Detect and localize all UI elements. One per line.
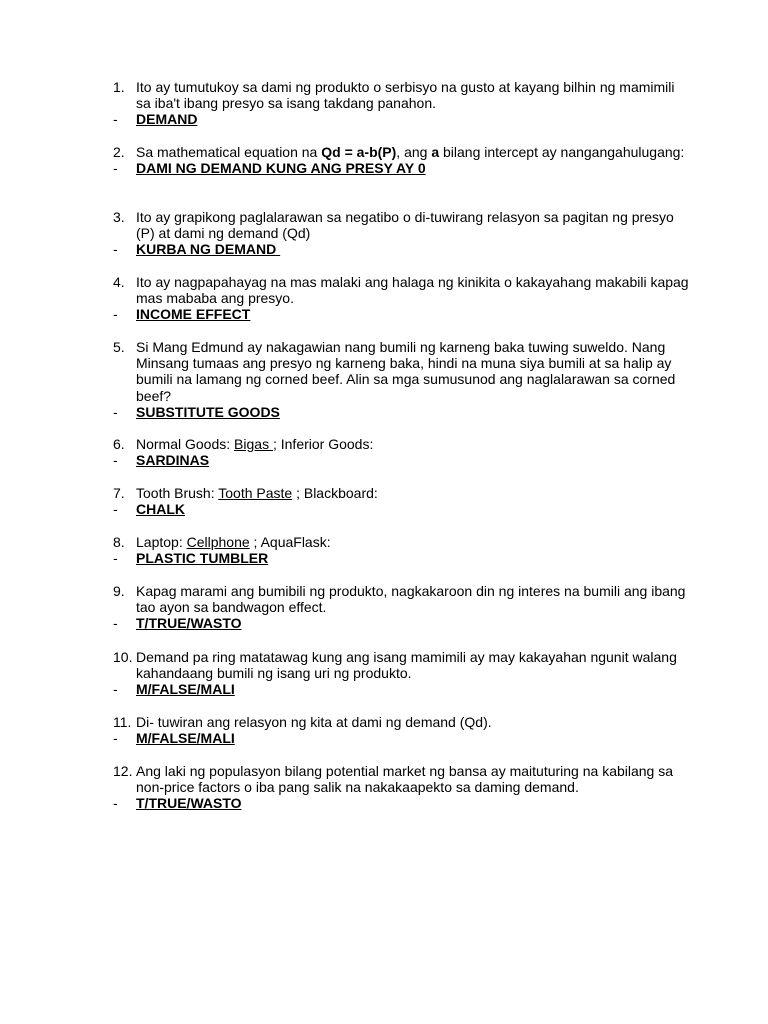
item-number: 12. (113, 763, 133, 779)
underlined-example: Cellphone (186, 534, 250, 550)
dash-bullet: - (113, 681, 118, 698)
question-text-part: Sa mathematical equation na (136, 144, 322, 160)
question-text: Ito ay grapikong paglalarawan sa negatibo o di-tuwirang relasyon sa pagitan ng presyo (P) at dami ng demand (Qd) (136, 209, 674, 242)
answer-line (113, 550, 693, 566)
answer-text: SARDINAS (136, 452, 210, 469)
answer-line (113, 452, 693, 468)
question-text-part: ; Inferior Goods: (272, 436, 374, 452)
question (113, 144, 693, 160)
answer-line (113, 795, 693, 811)
question-text-part: bilang intercept ay nangangahulugang: (439, 144, 685, 160)
dash-bullet: - (113, 160, 118, 177)
item-number: 1. (113, 79, 125, 95)
dash-bullet: - (113, 452, 118, 469)
answer-line (113, 615, 693, 631)
question-text (136, 534, 693, 550)
answer-text: KURBA NG DEMAND (136, 241, 281, 258)
question-text-part: Normal Goods: (136, 436, 235, 452)
list-item (113, 583, 693, 632)
question-text: Demand pa ring matatawag kung ang isang mamimili ay may kakayahan ngunit walang kahandaang bumili ng isang uri ng produkto. (136, 649, 677, 682)
item-number: 11. (113, 714, 132, 730)
answer-text: DAMI NG DEMAND KUNG ANG PRESY AY 0 (136, 160, 426, 177)
question (113, 485, 693, 501)
list-item (113, 649, 693, 698)
answer-text: DEMAND (136, 111, 198, 128)
list-item (113, 274, 693, 323)
list-item (113, 763, 693, 812)
answer-line (113, 730, 693, 746)
underlined-example: Bigas (234, 436, 273, 452)
question (113, 649, 693, 681)
item-number: 3. (113, 209, 125, 225)
answer-line (113, 160, 693, 176)
list-item (113, 485, 693, 517)
list-item (113, 436, 693, 468)
answer-line (113, 404, 693, 420)
item-number: 5. (113, 339, 125, 355)
dash-bullet: - (113, 306, 118, 323)
question-text: Ito ay nagpapahayag na mas malaki ang halaga ng kinikita o kakayahang makabili kapag mas mababa ang presyo. (136, 274, 689, 307)
question-text: Ang laki ng populasyon bilang potential market ng bansa ay maituturing na kabilang sa non-price factors o iba pang salik na nakakaapekto sa daming demand. (136, 763, 674, 796)
answer-text: M/FALSE/MALI (136, 681, 235, 698)
question-text: Si Mang Edmund ay nakagawian nang bumili ng karneng baka tuwing suweldo. Nang Minsang tumaas ang presyo ng karneng baka, hindi na muna siya bumili at sa halip ay bumili na lamang ng corned beef. Alin sa mga sumusunod ang naglalarawan sa corned beef? (136, 339, 676, 404)
answer-line (113, 111, 693, 127)
list-item (113, 714, 693, 746)
question-text-part: ; AquaFlask: (249, 534, 331, 550)
list-item (113, 79, 693, 128)
question (113, 436, 693, 452)
question-text (136, 144, 693, 160)
answer-line (113, 306, 693, 322)
question (113, 534, 693, 550)
dash-bullet: - (113, 241, 118, 258)
answer-line (113, 681, 693, 697)
dash-bullet: - (113, 501, 118, 518)
question-text: Kapag marami ang bumibili ng produkto, nagkakaroon din ng interes na bumili ang ibang tao ayon sa bandwagon effect. (136, 583, 686, 616)
answer-text: CHALK (136, 501, 185, 518)
question-text-part: ; Blackboard: (292, 485, 378, 501)
question (113, 714, 693, 730)
question (113, 79, 693, 111)
question-text (136, 436, 693, 452)
list-item (113, 209, 693, 258)
question-text: Di- tuwiran ang relasyon ng kita at dami ng demand (Qd). (136, 714, 492, 730)
answer-line (113, 501, 693, 517)
variable-a: a (431, 144, 440, 160)
question (113, 209, 693, 241)
question-text: Ito ay tumutukoy sa dami ng produkto o serbisyo na gusto at kayang bilhin ng mamimili sa iba't ibang presyo sa isang takdang panahon. (136, 79, 675, 112)
dash-bullet: - (113, 795, 118, 812)
question (113, 339, 693, 404)
question (113, 583, 693, 615)
answer-line (113, 241, 693, 257)
list-item (113, 339, 693, 420)
question-text (136, 485, 693, 501)
list-item (113, 144, 693, 176)
item-number: 6. (113, 436, 125, 452)
underlined-example: Tooth Paste (218, 485, 293, 501)
answer-text: PLASTIC TUMBLER (136, 550, 269, 567)
answer-text: T/TRUE/WASTO (136, 615, 242, 632)
dash-bullet: - (113, 550, 118, 567)
question-text-part: Laptop: (136, 534, 187, 550)
dash-bullet: - (113, 111, 118, 128)
question-text-part: , ang (396, 144, 432, 160)
answer-text: M/FALSE/MALI (136, 730, 235, 747)
question (113, 763, 693, 795)
item-number: 9. (113, 583, 125, 599)
list-item (113, 534, 693, 566)
dash-bullet: - (113, 615, 118, 632)
equation: Qd = a-b(P) (321, 144, 397, 160)
item-number: 2. (113, 144, 125, 160)
answer-text: INCOME EFFECT (136, 306, 251, 323)
item-number: 4. (113, 274, 125, 290)
item-number: 8. (113, 534, 125, 550)
question (113, 274, 693, 306)
dash-bullet: - (113, 730, 118, 747)
item-number: 10. (113, 649, 133, 665)
answer-text: SUBSTITUTE GOODS (136, 403, 280, 420)
item-number: 7. (113, 485, 125, 501)
answer-text: T/TRUE/WASTO (136, 795, 242, 812)
question-text-part: Tooth Brush: (136, 485, 219, 501)
dash-bullet: - (113, 403, 118, 420)
